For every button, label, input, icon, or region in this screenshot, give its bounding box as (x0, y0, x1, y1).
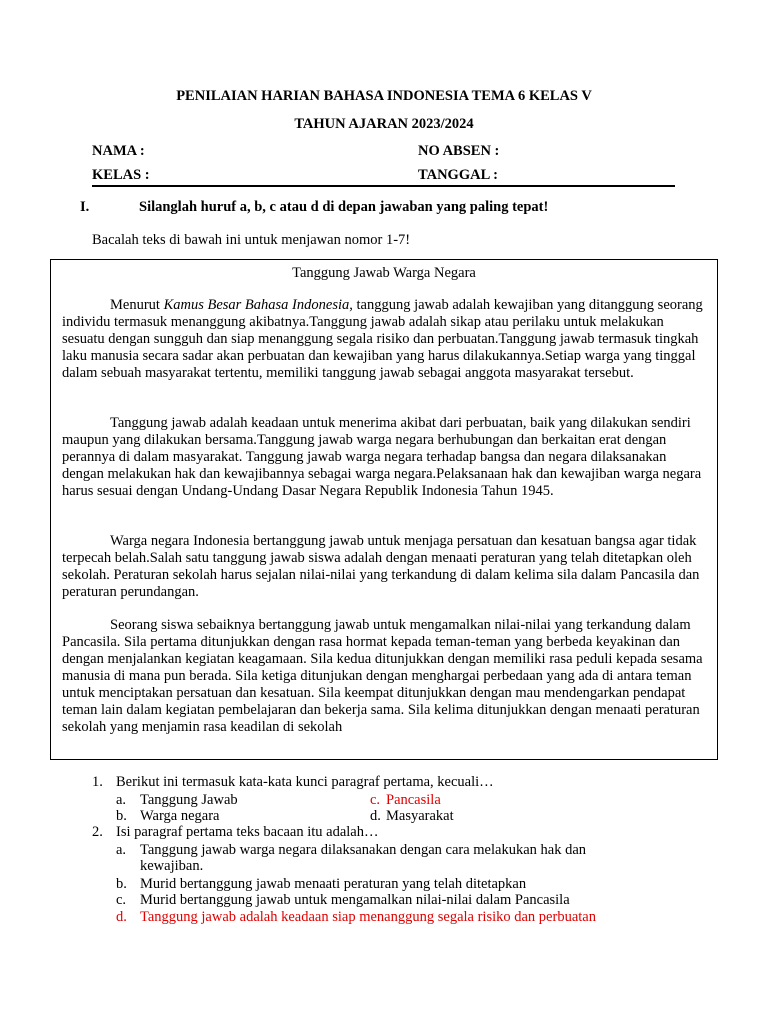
option-text: Warga negara (140, 808, 220, 824)
option-text: Murid bertanggung jawab untuk mengamalkan nilai-nilai dalam Pancasila (140, 892, 570, 908)
section-number: I. (80, 199, 90, 215)
paragraph-1-pre: Menurut (110, 297, 164, 313)
option-letter-answer: d. (116, 909, 127, 925)
option-letter: a. (116, 792, 127, 808)
option-text: Tanggung jawab warga negara dilaksanakan dengan cara melakukan hak dan kewajiban. (140, 842, 587, 874)
kelas-label: KELAS : (92, 167, 150, 183)
nama-label: NAMA : (92, 143, 145, 159)
paragraph-4: Seorang siswa sebaiknya bertanggung jawab untuk mengamalkan nilai-nilai yang terkandung dalam Pancasila. Sila pertama ditunjukkan dengan rasa hormat kepada teman-teman yang berbeda keyakinan dan dengan menjalankan kegiatan keagamaan. Sila kedua ditunjukkan dengan memiliki rasa peduli kepada sesama manusia di mana pun berada. Sila ketiga ditunjukan dengan menghargai perbedaan yang ada di antara teman untuk menciptakan persatuan dan kesatuan. Sila keempat ditunjukkan dengan mau mendengarkan pendapat teman lain dalam kegiatan pembelajaran dan bekerja sama. Sila kelima ditunjukkan dengan menaati peraturan sekolah yang menjamin rasa keadilan di sekolah (62, 617, 703, 735)
question-1-number: 1. (92, 774, 103, 790)
header-divider (92, 185, 675, 187)
paragraph-1-post: , tanggung jawab adalah kewajiban yang ditanggung seorang individu termasuk menanggung akibatnya.Tanggung jawab adalah sikap atau perilaku untuk melakukan sesuatu dengan sungguh dan siap menanggung segala risiko dan perbuatan.Tanggung jawab termasuk tingkah laku manusia secara sadar akan perbuatan dan kewajiban yang harus dilakukannya.Setiap warga yang tinggal dalam sebuah masyarakat tertentu, memiliki tanggung jawab sebagai anggota masyarakat tersebut. (62, 297, 703, 381)
option-text: Tanggung Jawab (140, 792, 238, 808)
title-line-2: TAHUN AJARAN 2023/2024 (294, 116, 474, 132)
option-text: Murid bertanggung jawab menaati peraturan yang telah ditetapkan (140, 876, 527, 892)
question-1-text: Berikut ini termasuk kata-kata kunci paragraf pertama, kecuali… (116, 774, 494, 790)
no-absen-label: NO ABSEN : (418, 143, 500, 159)
paragraph-3: Warga negara Indonesia bertanggung jawab untuk menjaga persatuan dan kesatuan bangsa agar tidak terpecah belah.Salah satu tanggung jawab siswa adalah dengan menaati peraturan yang telah ditetapkan oleh sekolah. Peraturan sekolah harus sejalan nilai-nilai yang terkandung di dalam kelima sila dalam Pancasila dan peraturan perundangan. (62, 533, 700, 600)
question-2-text: Isi paragraf pertama teks bacaan itu adalah… (116, 824, 379, 840)
tanggal-label: TANGGAL : (418, 167, 498, 183)
reading-title: Tanggung Jawab Warga Negara (292, 265, 476, 281)
paragraph-1 (62, 297, 710, 382)
option-letter: d. (370, 808, 381, 824)
option-letter: a. (116, 842, 127, 858)
question-2-number: 2. (92, 824, 103, 840)
option-text-answer: Pancasila (386, 792, 441, 808)
title-line-1: PENILAIAN HARIAN BAHASA INDONESIA TEMA 6 KELAS V (176, 88, 592, 104)
reading-lead: Bacalah teks di bawah ini untuk menjawan nomor 1-7! (92, 232, 411, 248)
option-letter: b. (116, 808, 127, 824)
option-letter-answer: c. (370, 792, 381, 808)
option-text-answer: Tanggung jawab adalah keadaan siap menanggung segala risiko dan perbuatan (140, 909, 596, 925)
paragraph-1-italic: Kamus Besar Bahasa Indonesia (163, 297, 350, 313)
paragraph-2: Tanggung jawab adalah keadaan untuk menerima akibat dari perbuatan, baik yang dilakukan sendiri maupun yang dilakukan bersama.Tanggung jawab warga negara berhubungan dan berkaitan erat dengan perannya di dalam masyarakat. Tanggung jawab warga negara terhadap bangsa dan negara dilaksanakan dengan melakukan hak dan kewajibannya sebagai warga negara.Pelaksanaan hak dan kewajiban warga negara harus sesuai dengan Undang-Undang Dasar Negara Republik Indonesia Tahun 1945. (62, 415, 702, 499)
option-letter: c. (116, 892, 127, 908)
reading-passage-box (50, 259, 718, 760)
section-instruction: Silanglah huruf a, b, c atau d di depan jawaban yang paling tepat! (139, 199, 549, 215)
option-text: Masyarakat (386, 808, 454, 824)
option-letter: b. (116, 876, 127, 892)
